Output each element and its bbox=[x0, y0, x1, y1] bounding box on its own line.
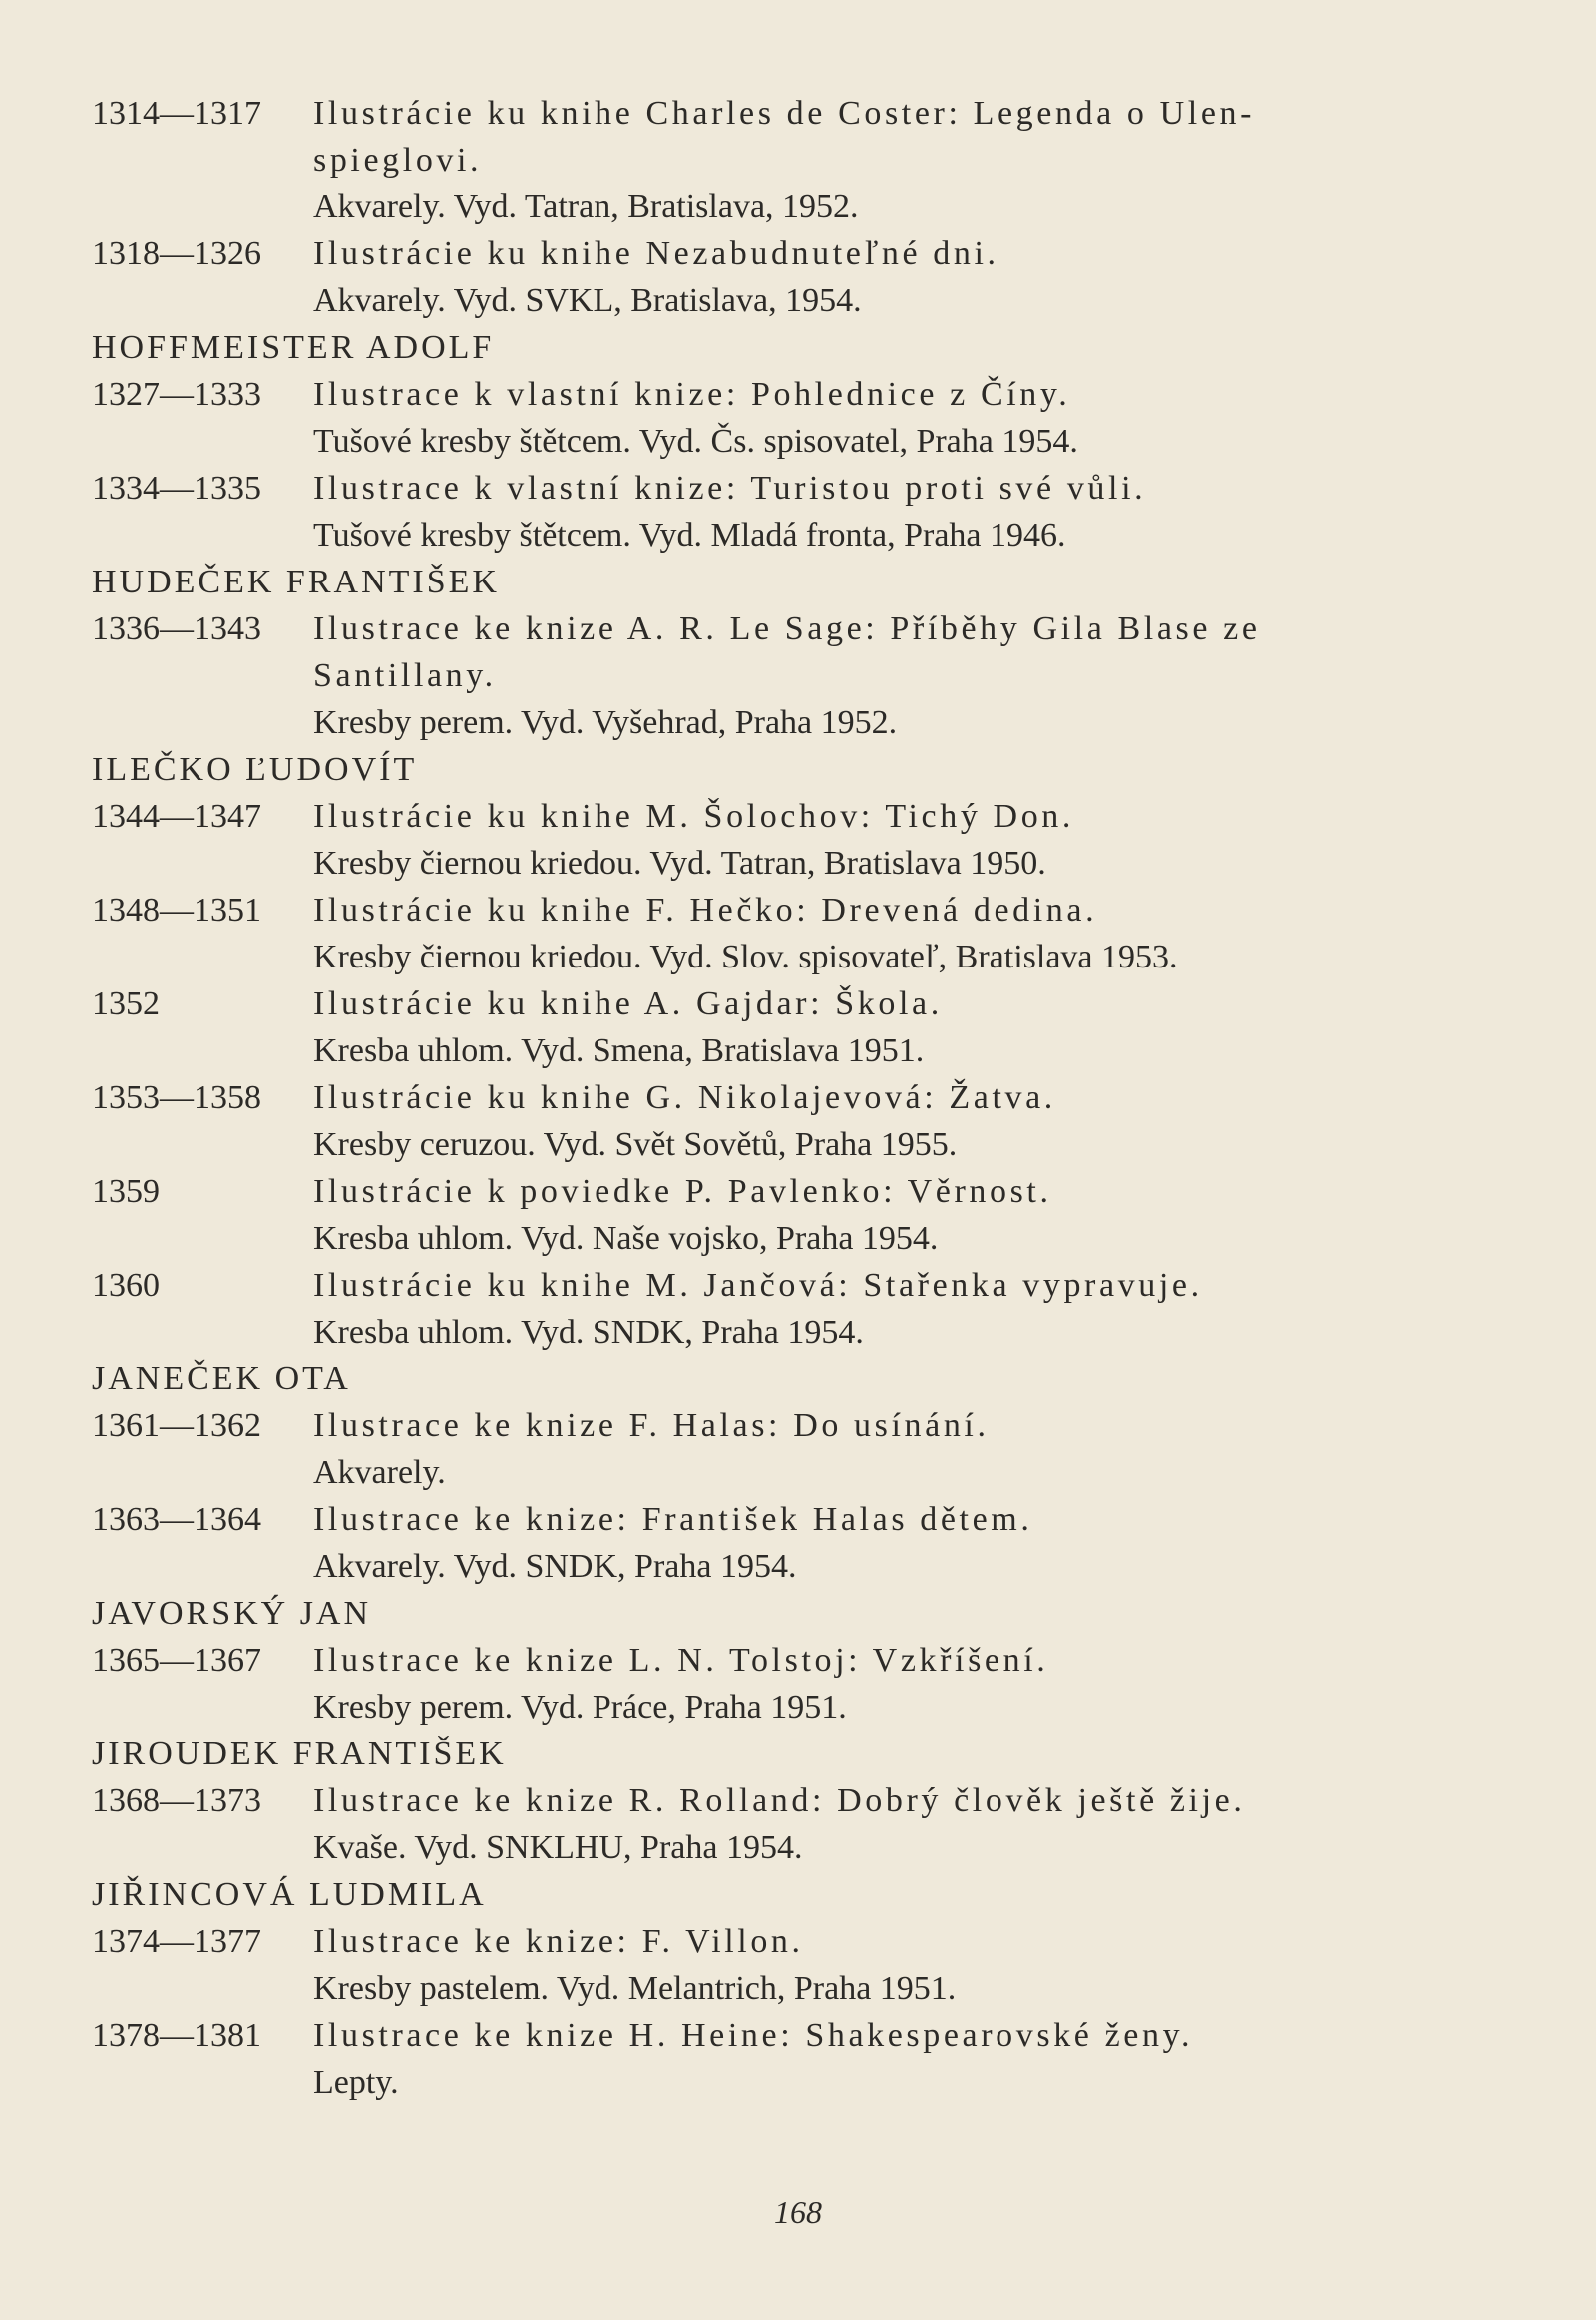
publication-details: Kvaše. Vyd. SNKLHU, Praha 1954. bbox=[313, 1829, 803, 1866]
entry-title: Ilustrácie ku knihe A. Gajdar: Škola. bbox=[313, 985, 943, 1022]
entry-title-continuation: spieglovi. bbox=[313, 142, 483, 179]
entry-title: Ilustrace ke knize: F. Villon. bbox=[313, 1923, 804, 1960]
catalog-entry bbox=[92, 605, 1528, 652]
catalog-entries bbox=[92, 90, 1528, 2106]
catalog-number: 1348—1351 bbox=[92, 892, 261, 929]
publication-details: Kresby čiernou kriedou. Vyd. Slov. spisovateľ, Bratislava 1953. bbox=[313, 939, 1178, 975]
catalog-entry bbox=[92, 371, 1528, 418]
catalog-number: 1352 bbox=[92, 985, 160, 1022]
entry-title: Ilustrácie ku knihe M. Jančová: Stařenka vypravuje. bbox=[313, 1267, 1203, 1304]
entry-title: Ilustrace ke knize R. Rolland: Dobrý člověk ještě žije. bbox=[313, 1782, 1246, 1819]
catalog-number: 1378—1381 bbox=[92, 2017, 261, 2054]
catalog-entry bbox=[92, 1637, 1528, 1684]
publication-details: Kresby čiernou kriedou. Vyd. Tatran, Bratislava 1950. bbox=[313, 845, 1046, 882]
publication-details: Kresba uhlom. Vyd. Smena, Bratislava 1951. bbox=[313, 1032, 925, 1069]
publication-details: Kresby ceruzou. Vyd. Svět Sovětů, Praha 1955. bbox=[313, 1126, 958, 1163]
publication-details: Tušové kresby štětcem. Vyd. Mladá fronta, Praha 1946. bbox=[313, 517, 1066, 554]
catalog-entry bbox=[92, 1918, 1528, 1965]
page-number: 168 bbox=[774, 2194, 822, 2230]
catalog-number: 1361—1362 bbox=[92, 1407, 261, 1444]
entry-title: Ilustrace ke knize H. Heine: Shakespearovské ženy. bbox=[313, 2017, 1194, 2054]
entry-title: Ilustrácie ku knihe G. Nikolajevová: Žatva. bbox=[313, 1079, 1056, 1116]
entry-title: Ilustrácie ku knihe M. Šolochov: Tichý Don. bbox=[313, 798, 1074, 835]
catalog-number: 1344—1347 bbox=[92, 798, 261, 835]
catalog-number: 1334—1335 bbox=[92, 470, 261, 507]
catalog-number: 1360 bbox=[92, 1267, 160, 1304]
artist-heading: HOFFMEISTER ADOLF bbox=[92, 329, 495, 366]
artist-heading: ILEČKO ĽUDOVÍT bbox=[92, 751, 418, 788]
catalog-entry bbox=[92, 1402, 1528, 1449]
publication-details: Akvarely. Vyd. Tatran, Bratislava, 1952. bbox=[313, 189, 859, 225]
catalog-number: 1363—1364 bbox=[92, 1501, 261, 1538]
catalog-entry bbox=[92, 230, 1528, 277]
catalog-entry bbox=[92, 1496, 1528, 1543]
entry-title: Ilustrácie ku knihe F. Hečko: Drevená dedina. bbox=[313, 892, 1098, 929]
entry-title: Ilustrace k vlastní knize: Pohlednice z Číny. bbox=[313, 376, 1071, 413]
publication-details: Akvarely. bbox=[313, 1454, 446, 1491]
catalog-entry bbox=[92, 465, 1528, 512]
publication-details: Kresba uhlom. Vyd. Naše vojsko, Praha 1954. bbox=[313, 1220, 939, 1257]
catalog-number: 1365—1367 bbox=[92, 1642, 261, 1679]
catalog-entry bbox=[92, 980, 1528, 1027]
catalog-number: 1318—1326 bbox=[92, 235, 261, 272]
entry-title: Ilustrace ke knize L. N. Tolstoj: Vzkříšení. bbox=[313, 1642, 1049, 1679]
entry-title-continuation: Santillany. bbox=[313, 657, 497, 694]
catalog-entry bbox=[92, 1777, 1528, 1824]
publication-details: Akvarely. Vyd. SVKL, Bratislava, 1954. bbox=[313, 282, 862, 319]
catalog-entry bbox=[92, 793, 1528, 840]
catalog-entry bbox=[92, 1168, 1528, 1215]
catalog-entry bbox=[92, 887, 1528, 934]
catalog-entry bbox=[92, 2012, 1528, 2059]
entry-title: Ilustrácie ku knihe Nezabudnuteľné dni. bbox=[313, 235, 999, 272]
catalog-number: 1353—1358 bbox=[92, 1079, 261, 1116]
catalog-entry bbox=[92, 1262, 1528, 1309]
catalog-number: 1336—1343 bbox=[92, 610, 261, 647]
publication-details: Tušové kresby štětcem. Vyd. Čs. spisovatel, Praha 1954. bbox=[313, 423, 1078, 460]
artist-heading: JIŘINCOVÁ LUDMILA bbox=[92, 1876, 487, 1913]
entry-title: Ilustrace ke knize: František Halas dětem. bbox=[313, 1501, 1033, 1538]
publication-details: Kresby pastelem. Vyd. Melantrich, Praha 1951. bbox=[313, 1970, 957, 2007]
publication-details: Kresby perem. Vyd. Práce, Praha 1951. bbox=[313, 1689, 847, 1726]
publication-details: Kresba uhlom. Vyd. SNDK, Praha 1954. bbox=[313, 1314, 864, 1351]
entry-title: Ilustrace ke knize A. R. Le Sage: Příběhy Gila Blase ze bbox=[313, 610, 1261, 647]
catalog-entry bbox=[92, 1074, 1528, 1121]
artist-heading: JAVORSKÝ JAN bbox=[92, 1595, 372, 1632]
catalog-number: 1368—1373 bbox=[92, 1782, 261, 1819]
entry-title: Ilustrace k vlastní knize: Turistou proti své vůli. bbox=[313, 470, 1147, 507]
publication-details: Lepty. bbox=[313, 2064, 399, 2101]
catalog-number: 1359 bbox=[92, 1173, 160, 1210]
catalog-number: 1327—1333 bbox=[92, 376, 261, 413]
catalog-entry bbox=[92, 90, 1528, 137]
artist-heading: JIROUDEK FRANTIŠEK bbox=[92, 1736, 507, 1772]
publication-details: Akvarely. Vyd. SNDK, Praha 1954. bbox=[313, 1548, 797, 1585]
entry-title: Ilustrácie ku knihe Charles de Coster: Legenda o Ulen- bbox=[313, 95, 1256, 132]
artist-heading: JANEČEK OTA bbox=[92, 1360, 351, 1397]
catalog-number: 1374—1377 bbox=[92, 1923, 261, 1960]
artist-heading: HUDEČEK FRANTIŠEK bbox=[92, 564, 500, 600]
entry-title: Ilustrace ke knize F. Halas: Do usínání. bbox=[313, 1407, 990, 1444]
publication-details: Kresby perem. Vyd. Vyšehrad, Praha 1952. bbox=[313, 704, 898, 741]
entry-title: Ilustrácie k poviedke P. Pavlenko: Věrnost. bbox=[313, 1173, 1052, 1210]
catalog-number: 1314—1317 bbox=[92, 95, 261, 132]
